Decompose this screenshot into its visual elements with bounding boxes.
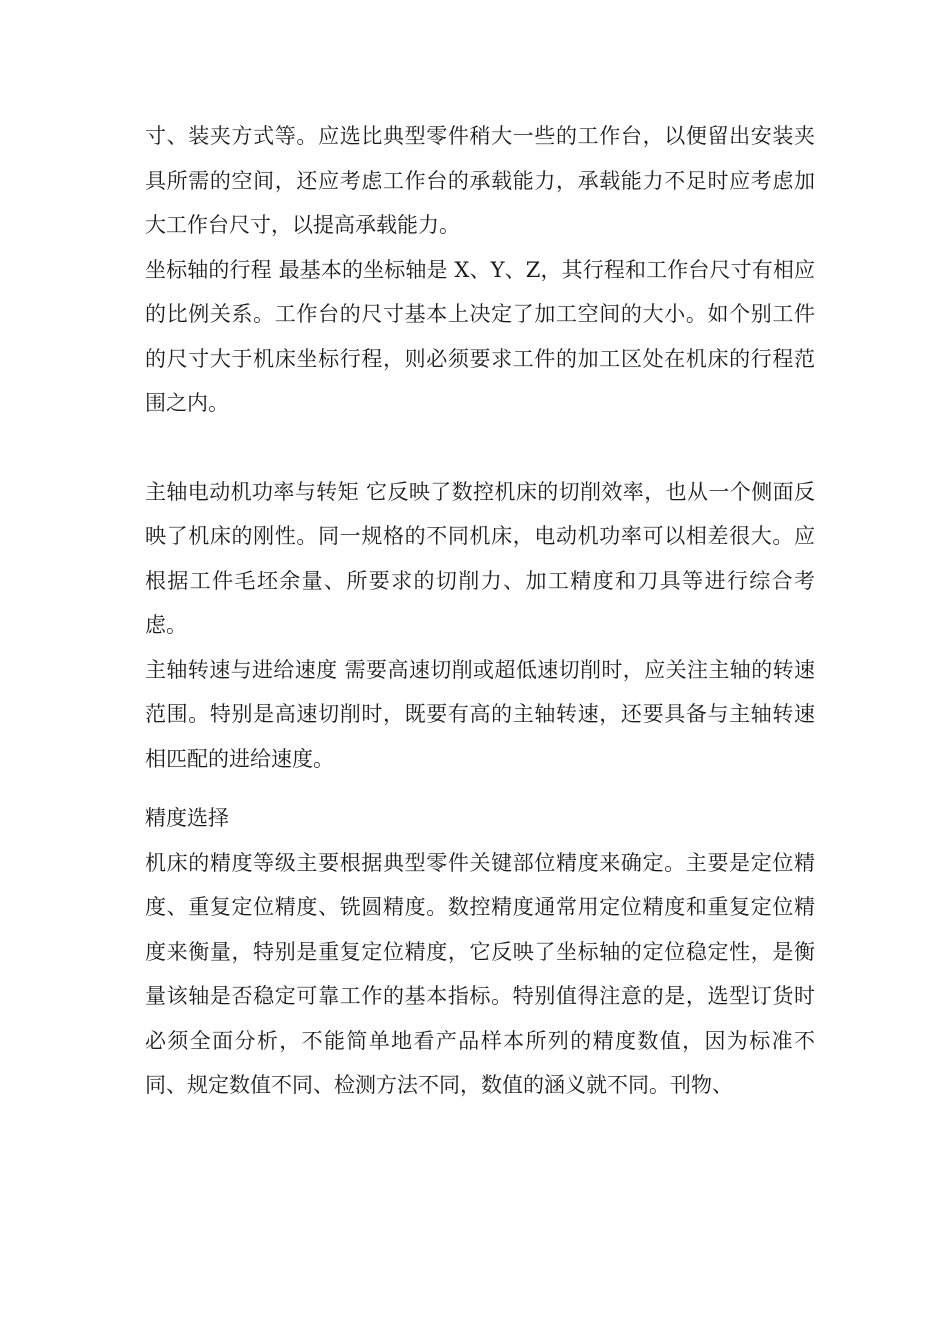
paragraph-axis-travel: 坐标轴的行程 最基本的坐标轴是 X、Y、Z，其行程和工作台尺寸有相应的比例关系。工作台的尺寸基本上决定了加工空间的大小。如个别工件的尺寸大于机床坐标行程，则必须要求工件的加工区处在机床的行程范围之内。 bbox=[145, 257, 815, 415]
paragraph-precision: 机床的精度等级主要根据典型零件关键部位精度来确定。主要是定位精度、重复定位精度、铣圆精度。数控精度通常用定位精度和重复定位精度来衡量，特别是重复定位精度，它反映了坐标轴的定位稳定性，是衡量该轴是否稳定可靠工作的基本指标。特别值得注意的是，选型订货时必须全面分析，不能简单地看产品样本所列的精度数值，因为标准不同、规定数值不同、检测方法不同，数值的涵义就不同。刊物、 bbox=[145, 850, 815, 1097]
paragraph-spindle-power: 主轴电动机功率与转矩 它反映了数控机床的切削效率，也从一个侧面反映了机床的刚性。同一规格的不同机床，电动机功率可以相差很大。应根据工件毛坯余量、所要求的切削力、加工精度和刀具等进行综合考虑。 bbox=[145, 479, 815, 637]
document-body bbox=[145, 114, 815, 1108]
paragraph-spacer bbox=[145, 426, 815, 470]
paragraph-spacer bbox=[145, 781, 815, 796]
paragraph-worktable-size: 寸、装夹方式等。应选比典型零件稍大一些的工作台，以便留出安装夹具所需的空间，还应考虑工作台的承载能力，承载能力不足时应考虑加大工作台尺寸，以提高承载能力。 bbox=[145, 124, 815, 237]
paragraph-spindle-speed: 主轴转速与进给速度 需要高速切削或超低速切削时，应关注主轴的转速范围。特别是高速切削时，既要有高的主轴转速，还要具备与主轴转速相匹配的进给速度。 bbox=[145, 657, 815, 771]
section-heading-precision: 精度选择 bbox=[145, 806, 229, 830]
